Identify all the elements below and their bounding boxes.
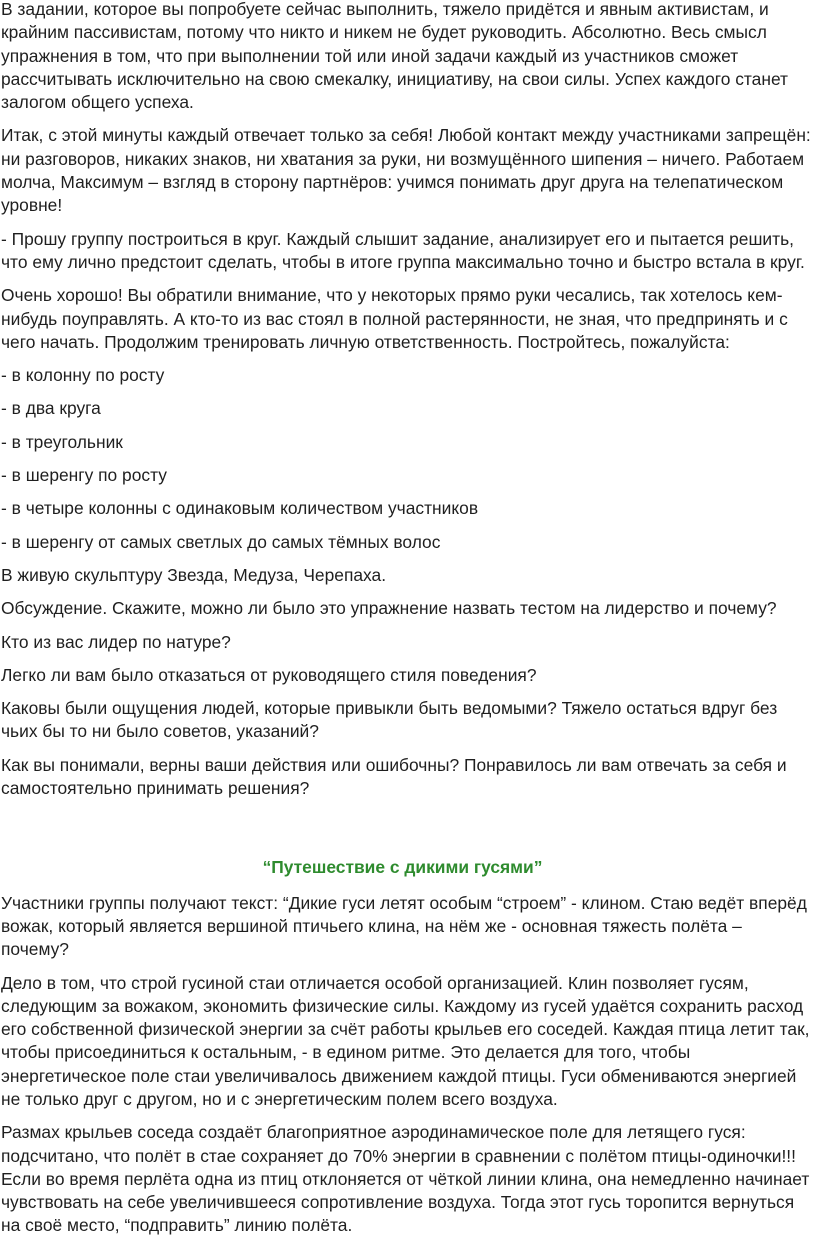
- discussion-paragraph: Каковы были ощущения людей, которые привыкли быть ведомыми? Тяжело остаться вдруг без чьих бы то ни было советов, указаний?: [1, 698, 778, 742]
- formation-list: [1, 364, 814, 554]
- list-item: - в шеренгу по росту: [1, 465, 167, 486]
- section-paragraph: Размах крыльев соседа создаёт благоприятное аэродинамическое поле для летящего гуся: подсчитано, что полёт в стае сохраняет до 70% энергии в сравнении с полётом птицы-одиночки!!! Если во время перлёта одна из птиц отклоняется от чёткой линии клина, она немедленно начинает чувствовать на себе увеличившееся сопротивление воздуха. Тогда этот гусь торопится вернуться на своё место, “подправить” линию полёта.: [1, 1122, 810, 1236]
- section-paragraph: Дело в том, что строй гусиной стаи отличается особой организацией. Клин позволяет гусям, следующим за вожаком, экономить физические силы. Каждому из гусей удаётся сохранить расход его собственной физической энергии за счёт работы крыльев его соседей. Каждая птица летит так, чтобы присоединиться к остальным, - в едином ритме. Это делается для того, чтобы энергетическое поле стаи увеличивалось движением каждой птицы. Гуси обмениваются энергией не только друг с другом, но и с энергетическим полем всего воздуха.: [1, 972, 810, 1109]
- intro-paragraph: Очень хорошо! Вы обратили внимание, что у некоторых прямо руки чесались, так хотелось кем-нибудь поуправлять. А кто-то из вас стоял в полной растерянности, не зная, что предпринять и с чего начать. Продолжим тренировать личную ответственность. Постройтесь, пожалуйста:: [1, 285, 788, 352]
- discussion-paragraph: Кто из вас лидер по натуре?: [1, 631, 231, 652]
- discussion-paragraph: Легко ли вам было отказаться от руководящего стиля поведения?: [1, 664, 537, 685]
- list-item: - в два круга: [1, 398, 101, 419]
- discussion-paragraph: Обсуждение. Скажите, можно ли было это упражнение назвать тестом на лидерство и почему?: [1, 598, 777, 619]
- intro-paragraph: В задании, которое вы попробуете сейчас выполнить, тяжело придётся и явным активистам, и крайним пассивистам, потому что никто и никем не будет руководить. Абсолютно. Весь смысл упражнения в том, что при выполнении той или иной задачи каждый из участников сможет рассчитывать исключительно на свою смекалку, инициативу, на свои силы. Успех каждого станет залогом общего успеха.: [1, 0, 789, 113]
- list-item: - в четыре колонны с одинаковым количеством участников: [1, 498, 479, 519]
- list-item: - в шеренгу от самых светлых до самых тёмных волос: [1, 531, 441, 552]
- section-spacer: [1, 810, 814, 856]
- discussion-paragraph: Как вы понимали, верны ваши действия или ошибочны? Понравилось ли вам отвечать за себя и самостоятельно принимать решения?: [1, 754, 787, 799]
- intro-paragraph: Итак, с этой минуты каждый отвечает только за себя! Любой контакт между участниками запрещён: ни разговоров, никаких знаков, ни хватания за руки, ни возмущённого шипения – ничего. Работаем молча, Максимум – взгляд в сторону партнёров: учимся понимать друг друга на телепатическом уровне!: [1, 125, 811, 216]
- section-paragraph: Участники группы получают текст: “Дикие гуси летят особым “строем” - клином. Стаю ведёт вперёд вожак, который является вершиной птичьего клина, на нём же - основная тяжесть полёта – почему?: [1, 892, 807, 960]
- list-item: - в треугольник: [1, 431, 123, 452]
- discussion-paragraph: В живую скульптуру Звезда, Медуза, Черепаха.: [1, 564, 387, 585]
- list-item: - в колонну по росту: [1, 365, 165, 386]
- intro-paragraph: - Прошу группу построиться в круг. Каждый слышит задание, анализирует его и пытается решить, что ему лично предстоит сделать, чтобы в итоге группа максимально точно и быстро встала в круг.: [1, 228, 805, 272]
- section-title: “Путешествие с дикими гусями”: [262, 857, 543, 878]
